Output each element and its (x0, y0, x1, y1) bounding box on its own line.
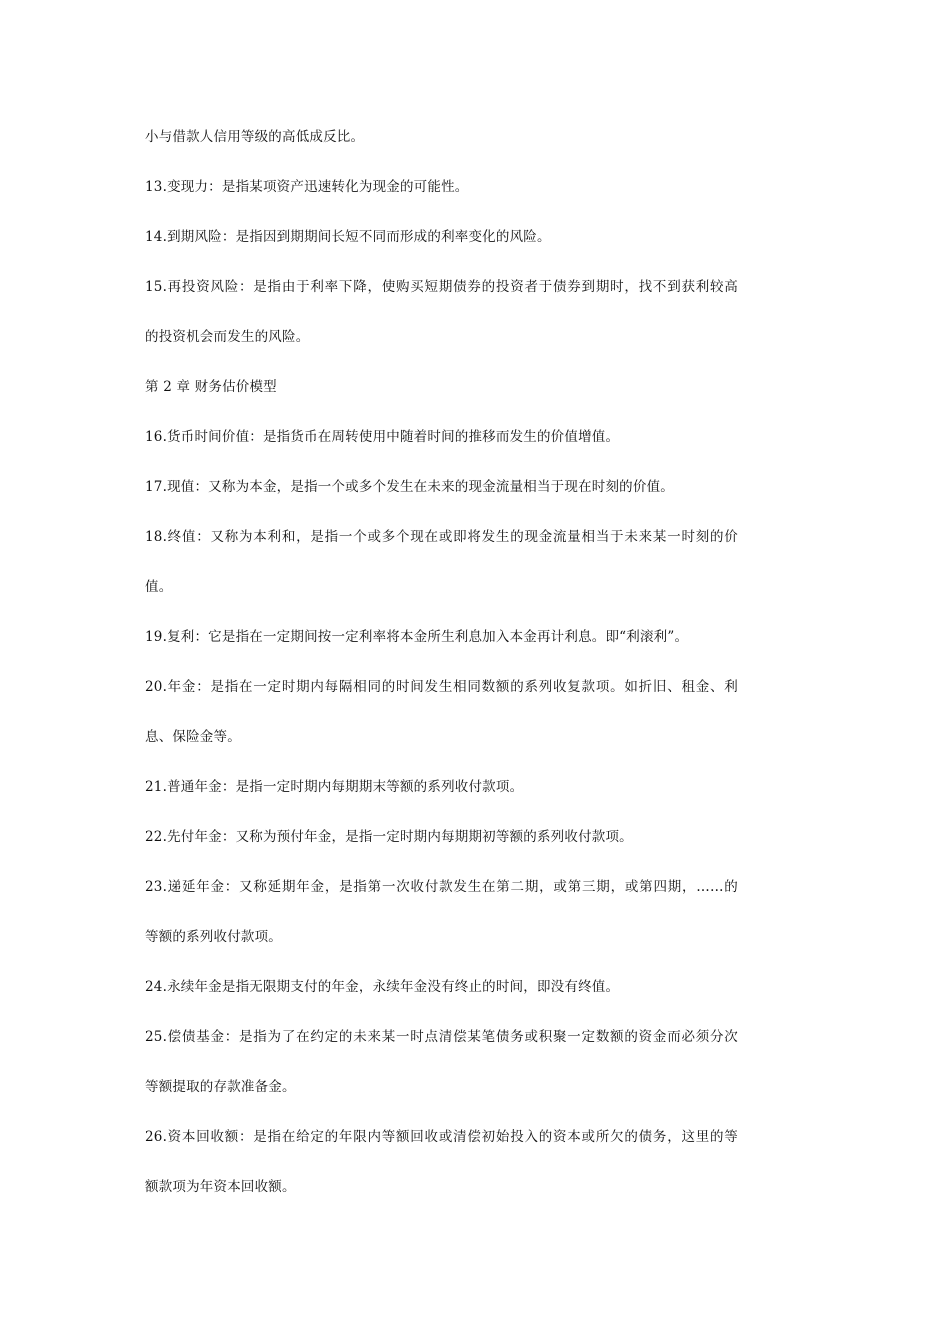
text-line: 13.变现力：是指某项资产迅速转化为现金的可能性。 (145, 179, 469, 195)
text-line: 17.现值：又称为本金，是指一个或多个发生在未来的现金流量相当于现在时刻的价值。 (145, 479, 674, 495)
text-line: 小与借款人信用等级的高低成反比。 (145, 129, 365, 145)
text-line: 值。 (145, 579, 173, 595)
text-line: 20.年金：是指在一定时期内每隔相同的时间发生相同数额的系列收复款项。如折旧、租金、利 (145, 679, 738, 695)
text-line: 18.终值：又称为本利和，是指一个或多个现在或即将发生的现金流量相当于未来某一时刻的价 (145, 529, 738, 545)
chapter-heading: 第 2 章 财务估价模型 (145, 379, 277, 395)
text-line: 26.资本回收额：是指在给定的年限内等额回收或清偿初始投入的资本或所欠的债务，这里的等 (145, 1129, 738, 1145)
text-line: 21.普通年金：是指一定时期内每期期末等额的系列收付款项。 (145, 779, 524, 795)
text-line: 等额的系列收付款项。 (145, 929, 282, 945)
text-line: 15.再投资风险：是指由于利率下降，使购买短期债券的投资者于债券到期时，找不到获利较高 (145, 279, 738, 295)
text-line: 22.先付年金：又称为预付年金，是指一定时期内每期期初等额的系列收付款项。 (145, 829, 633, 845)
text-line: 19.复利：它是指在一定期间按一定利率将本金所生利息加入本金再计利息。即“利滚利”。 (145, 629, 689, 645)
text-line: 14.到期风险：是指因到期期间长短不同而形成的利率变化的风险。 (145, 229, 551, 245)
text-line: 等额提取的存款准备金。 (145, 1079, 296, 1095)
text-line: 25.偿债基金：是指为了在约定的未来某一时点清偿某笔债务或积聚一定数额的资金而必须分次 (145, 1029, 738, 1045)
text-line: 16.货币时间价值：是指货币在周转使用中随着时间的推移而发生的价值增值。 (145, 429, 620, 445)
text-line: 24.永续年金是指无限期支付的年金，永续年金没有终止的时间，即没有终值。 (145, 979, 620, 995)
text-line: 的投资机会而发生的风险。 (145, 329, 310, 345)
text-line: 息、保险金等。 (145, 729, 241, 745)
text-line: 23.递延年金：又称延期年金，是指第一次收付款发生在第二期，或第三期，或第四期，……的 (145, 879, 738, 895)
text-line: 额款项为年资本回收额。 (145, 1179, 296, 1195)
document-body (145, 124, 745, 1224)
